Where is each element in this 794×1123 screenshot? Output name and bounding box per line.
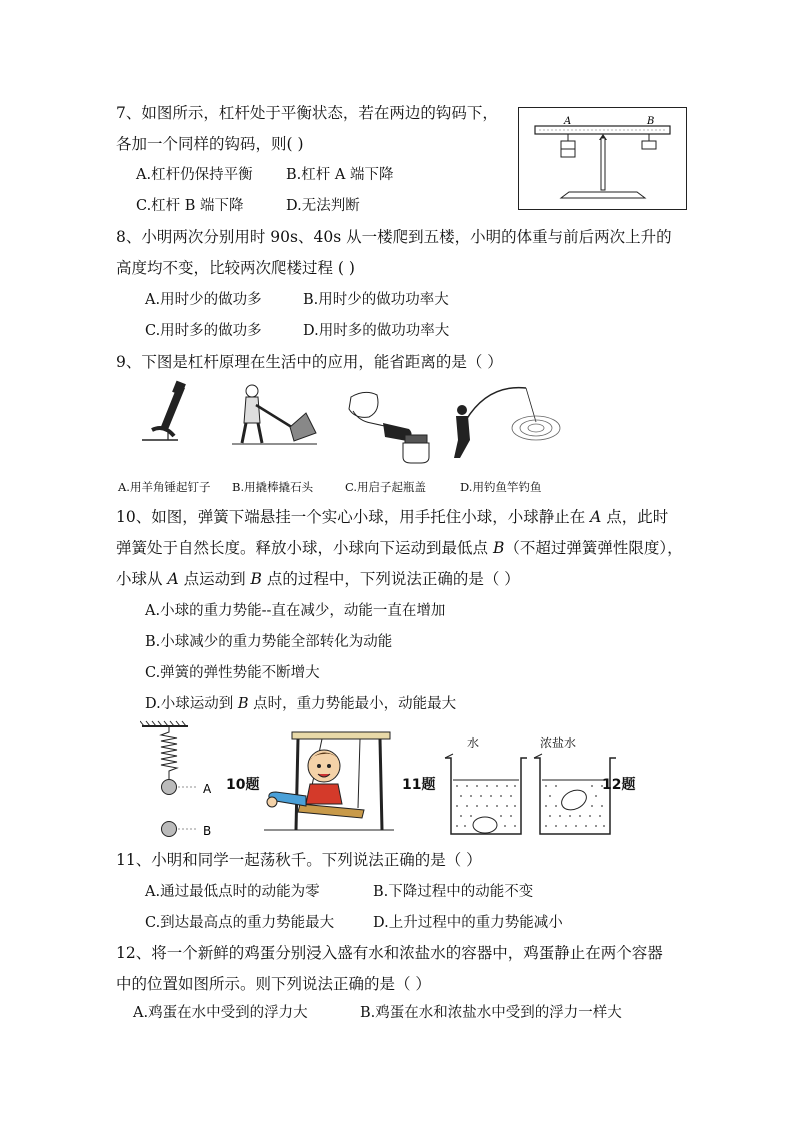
q10-line2-tail: （不超过弹簧弹性限度）， — [504, 539, 683, 557]
q11-option-a: A.通过最低点时的动能为零 — [145, 884, 320, 900]
q10-line1-text: 10、如图，弹簧下端悬挂一个实心小球，用手托住小球，小球静止在 — [116, 508, 591, 526]
q10-stem-line1 — [116, 507, 668, 527]
q7-option-b: B.杠杆 A 端下降 — [286, 167, 394, 183]
crowbar-figure — [232, 383, 317, 448]
swing-figure — [262, 726, 397, 834]
q10-line3-text: 小球从 — [116, 570, 168, 588]
q10-option-d-text: D.小球运动到 — [145, 696, 238, 712]
q8-option-c: C.用时多的做功多 — [145, 323, 262, 339]
point-b: B — [492, 539, 505, 557]
q12-stem-line2: 中的位置如图所示。则下列说法正确的是（ ） — [116, 975, 431, 993]
point-a: A — [590, 508, 602, 526]
figure-label-10: 10题 — [226, 777, 260, 793]
beaker-water-label: 水 — [467, 736, 480, 750]
q9-stem: 9、下图是杠杆原理在生活中的应用，能省距离的是（ ） — [116, 353, 503, 371]
beaker-brine-figure — [532, 752, 617, 838]
lever-illustration — [519, 108, 686, 209]
bottle-opener-figure — [345, 387, 430, 465]
q8-stem-line1: 8、小明两次分别用时 90s、40s 从一楼爬到五楼，小明的体重与前后两次上升的 — [116, 228, 672, 246]
q7-stem-line1: 7、如图所示，杠杆处于平衡状态，若在两边的钩码下， — [116, 104, 498, 122]
spring-label-b: B — [203, 824, 212, 838]
point-a: A — [167, 570, 179, 588]
q10-option-d — [145, 694, 456, 714]
q7-stem-line2: 各加一个同样的钩码，则( ) — [116, 135, 304, 153]
q10-stem-line2 — [116, 538, 683, 558]
claw-hammer-figure — [140, 380, 200, 445]
beaker-water-figure — [443, 752, 528, 838]
q11-option-b: B.下降过程中的动能不变 — [373, 884, 534, 900]
q11-option-d: D.上升过程中的重力势能减小 — [373, 915, 563, 931]
q9-caption-a: A.用羊角锤起钉子 — [118, 480, 211, 494]
q10-line2-text: 弹簧处于自然长度。释放小球，小球向下运动到最低点 — [116, 539, 493, 557]
q8-option-a: A.用时少的做功多 — [145, 292, 262, 308]
figure-label-11: 11题 — [402, 777, 436, 793]
fishing-rod-figure — [448, 380, 563, 465]
spring-label-a: A — [203, 782, 212, 796]
q10-line3-mid: 点运动到 — [178, 570, 251, 588]
q10-option-b: B.小球减少的重力势能全部转化为动能 — [145, 634, 393, 650]
q12-option-b: B.鸡蛋在水和浓盐水中受到的浮力一样大 — [360, 1005, 622, 1021]
lever-label-b: B — [647, 116, 655, 127]
beaker-brine-label: 浓盐水 — [540, 736, 577, 750]
spring-ball-figure — [140, 720, 230, 840]
q8-option-d: D.用时多的做功功率大 — [303, 323, 450, 339]
q11-stem: 11、小明和同学一起荡秋千。下列说法正确的是（ ） — [116, 851, 482, 869]
q8-option-b: B.用时少的做功功率大 — [303, 292, 449, 308]
q9-caption-d: D.用钓鱼竿钓鱼 — [460, 480, 542, 494]
q9-caption-c: C.用启子起瓶盖 — [345, 480, 427, 494]
q10-line3-tail: 点的过程中，下列说法正确的是（ ） — [261, 570, 520, 588]
q7-option-d: D.无法判断 — [286, 198, 360, 214]
lever-label-a: A — [564, 116, 572, 127]
q9-caption-b: B.用撬棒撬石头 — [232, 480, 314, 494]
q12-stem-line1: 12、将一个新鲜的鸡蛋分别浸入盛有水和浓盐水的容器中，鸡蛋静止在两个容器 — [116, 944, 663, 962]
q7-lever-figure — [518, 107, 687, 210]
q10-option-c: C.弹簧的弹性势能不断增大 — [145, 665, 320, 681]
q11-option-c: C.到达最高点的重力势能最大 — [145, 915, 335, 931]
point-b: B — [250, 570, 262, 588]
q10-option-a: A.小球的重力势能--直在减少，动能一直在增加 — [145, 603, 446, 619]
point-b: B — [237, 696, 249, 712]
q12-option-a: A.鸡蛋在水中受到的浮力大 — [133, 1005, 308, 1021]
q8-stem-line2: 高度均不变，比较两次爬楼过程 ( ) — [116, 259, 355, 277]
q10-line1-tail: 点，此时 — [601, 508, 669, 526]
q7-option-c: C.杠杆 B 端下降 — [136, 198, 244, 214]
q10-option-d-tail: 点时，重力势能最小，动能最大 — [248, 696, 457, 712]
figure-label-12: 12题 — [602, 777, 636, 793]
q10-stem-line3 — [116, 569, 520, 589]
q7-option-a: A.杠杆仍保持平衡 — [136, 167, 253, 183]
